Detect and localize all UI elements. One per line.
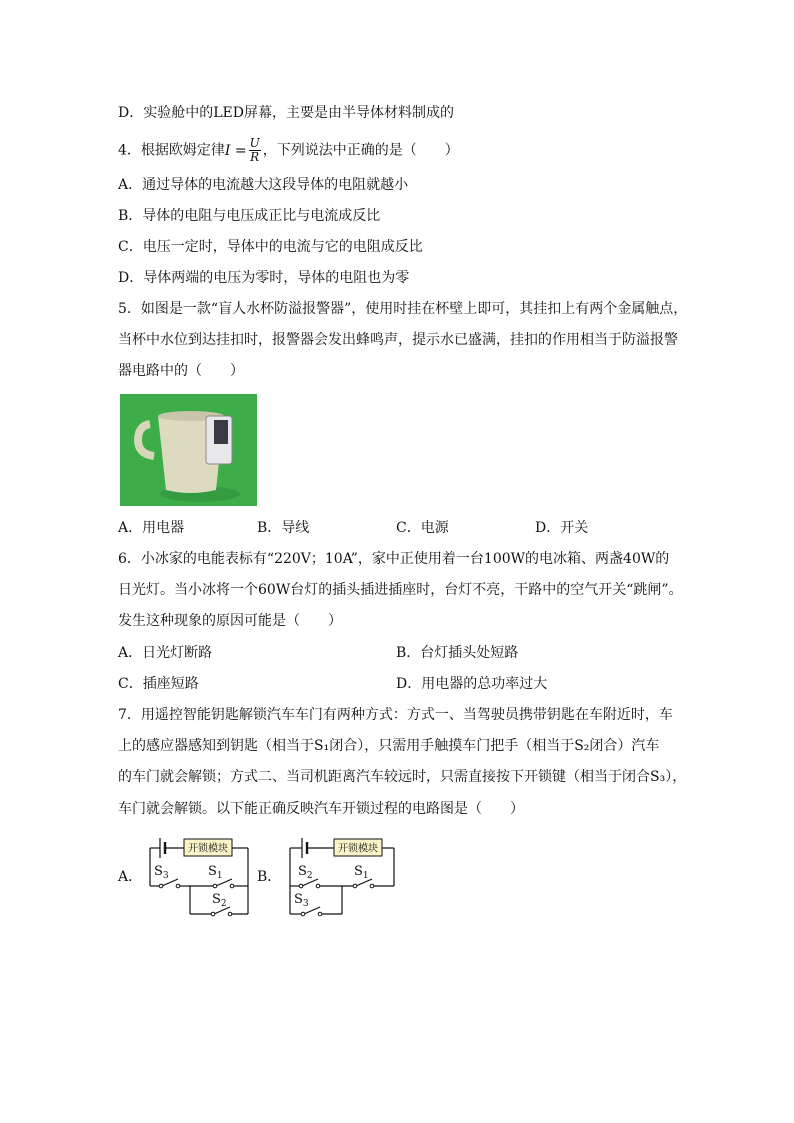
q4-option-c: C．电压一定时，导体中的电流与它的电阻成反比 (118, 239, 423, 255)
switch-s1-label-a: $S_1$ (208, 864, 223, 881)
formula-denominator: R (250, 150, 260, 164)
switch-s2-label-b: $S_2$ (298, 864, 313, 881)
switch-s3-label-b: $S_3$ (294, 892, 309, 909)
q4-stem (118, 137, 459, 164)
q3-option-d: D．实验舱中的LED屏幕，主要是由半导体材料制成的 (118, 105, 454, 121)
q4-option-d: D．导体两端的电压为零时，导体的电阻也为零 (118, 270, 410, 286)
q4-formula (224, 136, 263, 164)
unlock-module-label-b: 开锁模块 (338, 843, 378, 855)
q4-option-b: B．导体的电阻与电压成正比与电流成反比 (118, 208, 381, 224)
q7-stem-line-1: 7．用遥控智能钥匙解锁汽车车门有两种方式：方式一、当驾驶员携带钥匙在车附近时，车 (118, 707, 673, 723)
switch-s1-label-b: $S_1$ (354, 864, 369, 881)
q7-stem-line-4: 车门就会解锁。以下能正确反映汽车开锁过程的电路图是（ ） (118, 801, 524, 817)
q6-stem-line-3: 发生这种现象的原因可能是（ ） (118, 613, 342, 629)
q4-option-a: A．通过导体的电流越大这段导体的电阻就越小 (118, 177, 409, 193)
circuit-b (282, 830, 400, 922)
q5-option-b: B．导线 (257, 520, 310, 536)
circuit-a (146, 830, 256, 922)
q6-option-a: A．日光灯断路 (118, 645, 213, 661)
q5-stem-line-1: 5．如图是一款“盲人水杯防溢报警器”，使用时挂在杯壁上即可，其挂扣上有两个金属触点， (118, 301, 688, 317)
q5-option-a: A．用电器 (118, 520, 185, 536)
q7-stem-line-2: 上的感应器感知到钥匙（相当于S₁闭合），只需用手触摸车门把手（相当于S₂闭合）汽车 (118, 738, 660, 754)
q4-stem-pre: 4．根据欧姆定律 (118, 142, 225, 159)
formula-numerator: U (249, 136, 260, 150)
q6-option-b: B．台灯插头处短路 (396, 645, 519, 661)
circuit-a-label: A． (118, 869, 143, 885)
q4-stem-post: ，下列说法中正确的是（ ） (262, 142, 459, 159)
q7-stem-line-3: 的车门就会解锁；方式二、当司机距离汽车较远时，只需直接按下开锁键（相当于闭合S₃）， (118, 769, 687, 785)
q6-stem-line-1: 6．小冰家的电能表标有“220V；10A”，家中正使用着一台100W的电冰箱、两盏40W的 (118, 551, 670, 567)
q5-option-c: C．电源 (396, 520, 449, 536)
unlock-module-label-a: 开锁模块 (188, 843, 228, 855)
switch-s3-label-a: $S_3$ (154, 864, 169, 881)
q6-option-c: C．插座短路 (118, 676, 199, 692)
q6-option-d: D．用电器的总功率过大 (396, 676, 548, 692)
cup-alarm-photo (120, 394, 257, 506)
formula-lhs: I = (224, 142, 247, 159)
q5-option-d: D．开关 (535, 520, 589, 536)
q5-stem-line-2: 当杯中水位到达挂扣时，报警器会发出蜂鸣声，提示水已盛满，挂扣的作用相当于防溢报警 (118, 332, 678, 348)
q6-stem-line-2: 日光灯。当小冰将一个60W台灯的插头插进插座时，台灯不亮，干路中的空气开关“跳闸”。 (118, 582, 683, 598)
q5-stem-line-3: 器电路中的（ ） (118, 363, 244, 379)
switch-s2-label-a: $S_2$ (212, 892, 227, 909)
circuit-b-label: B． (257, 869, 282, 885)
